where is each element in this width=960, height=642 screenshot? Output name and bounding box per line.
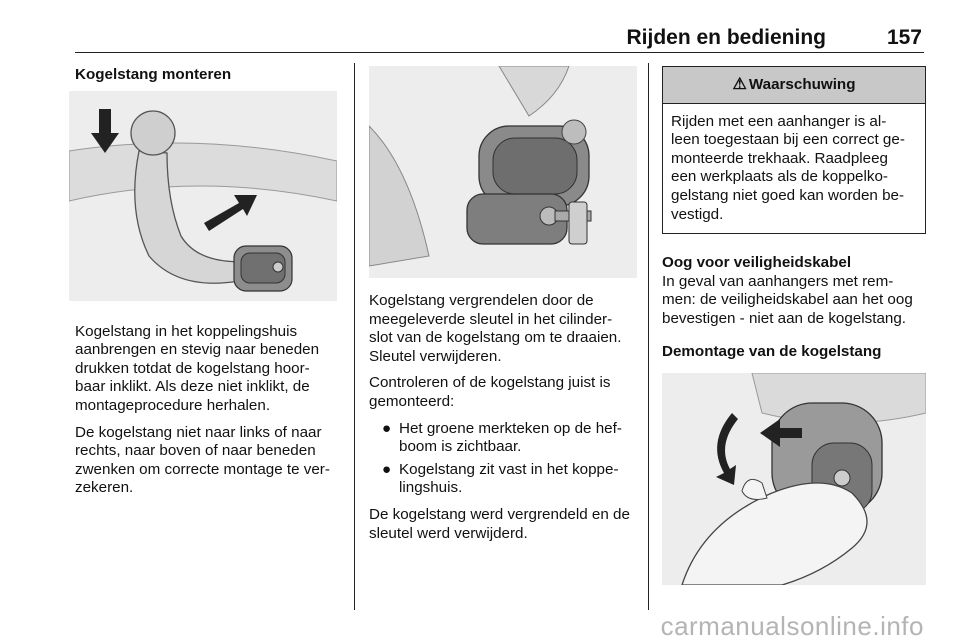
- paragraph-safety-cable: In geval van aanhangers met rem- men: de veiligheidskabel aan het oog bevestigen - niet aan de kogelstang.: [662, 272, 913, 327]
- column-1: [75, 66, 343, 506]
- paragraph-check-intro: Controleren of de kogelstang juist is gemonteerd:: [369, 374, 611, 410]
- warning-title: Waarschuwing: [748, 76, 856, 93]
- warning-icon: ⚠: [732, 76, 747, 93]
- illustration-lock-key: [369, 66, 637, 278]
- towbar-insert-drawing: [69, 91, 337, 301]
- list-item: [369, 420, 637, 457]
- warning-box: [662, 66, 926, 234]
- warning-body: Rijden met een aanhanger is al- leen toegestaan bij een correct ge- monteerde trekhaak. Raadpleeg een werkplaats als de koppelko- gelstang niet goed kan worden be- vestigd.: [671, 112, 905, 223]
- paragraph-install-1: Kogelstang in het koppelingshuis aanbrengen en stevig naar beneden drukken totdat de kogelstang hoor- baar inklikt. Als deze niet inklikt, de montageprocedure herhalen.: [75, 322, 320, 414]
- bullet-icon: ●: [382, 460, 392, 478]
- column-2: [369, 66, 637, 551]
- heading-install-towbar: Kogelstang monteren: [75, 66, 232, 83]
- heading-remove-towbar: Demontage van de kogelstang: [662, 342, 882, 360]
- header-divider: [75, 52, 924, 53]
- paragraph-lock-closing: De kogelstang werd vergrendeld en de sleutel werd verwijderd.: [369, 505, 630, 542]
- section-title: Rijden en bediening: [626, 26, 826, 49]
- column-3: [662, 66, 926, 585]
- towbar-remove-drawing: [662, 373, 926, 585]
- list-item-text: Kogelstang zit vast in het koppe- lingshuis.: [399, 460, 619, 497]
- watermark-text: carmanualsonline.info: [660, 611, 924, 641]
- column-divider-2: [648, 63, 649, 610]
- paragraph-install-2: De kogelstang niet naar links of naar rechts, naar boven of naar beneden zwenken om correcte montage te ver- zekeren.: [75, 423, 330, 497]
- lock-key-drawing: [369, 66, 637, 278]
- checklist: [369, 420, 637, 498]
- illustration-towbar-remove: [662, 373, 926, 585]
- page-number: 157: [886, 26, 922, 49]
- bullet-icon: ●: [382, 419, 392, 437]
- warning-header: [663, 67, 925, 104]
- paragraph-lock-1: Kogelstang vergrendelen door de meegeleverde sleutel in het cilinder- slot van de kogelstang om te draaien. Sleutel verwijderen.: [369, 292, 622, 365]
- list-item: [369, 461, 637, 498]
- column-divider-1: [354, 63, 355, 610]
- list-item-text: Het groene merkteken op de hef- boom is zichtbaar.: [399, 419, 622, 456]
- heading-safety-cable: Oog voor veiligheidskabel: [662, 254, 852, 272]
- illustration-towbar-insert: [69, 91, 337, 301]
